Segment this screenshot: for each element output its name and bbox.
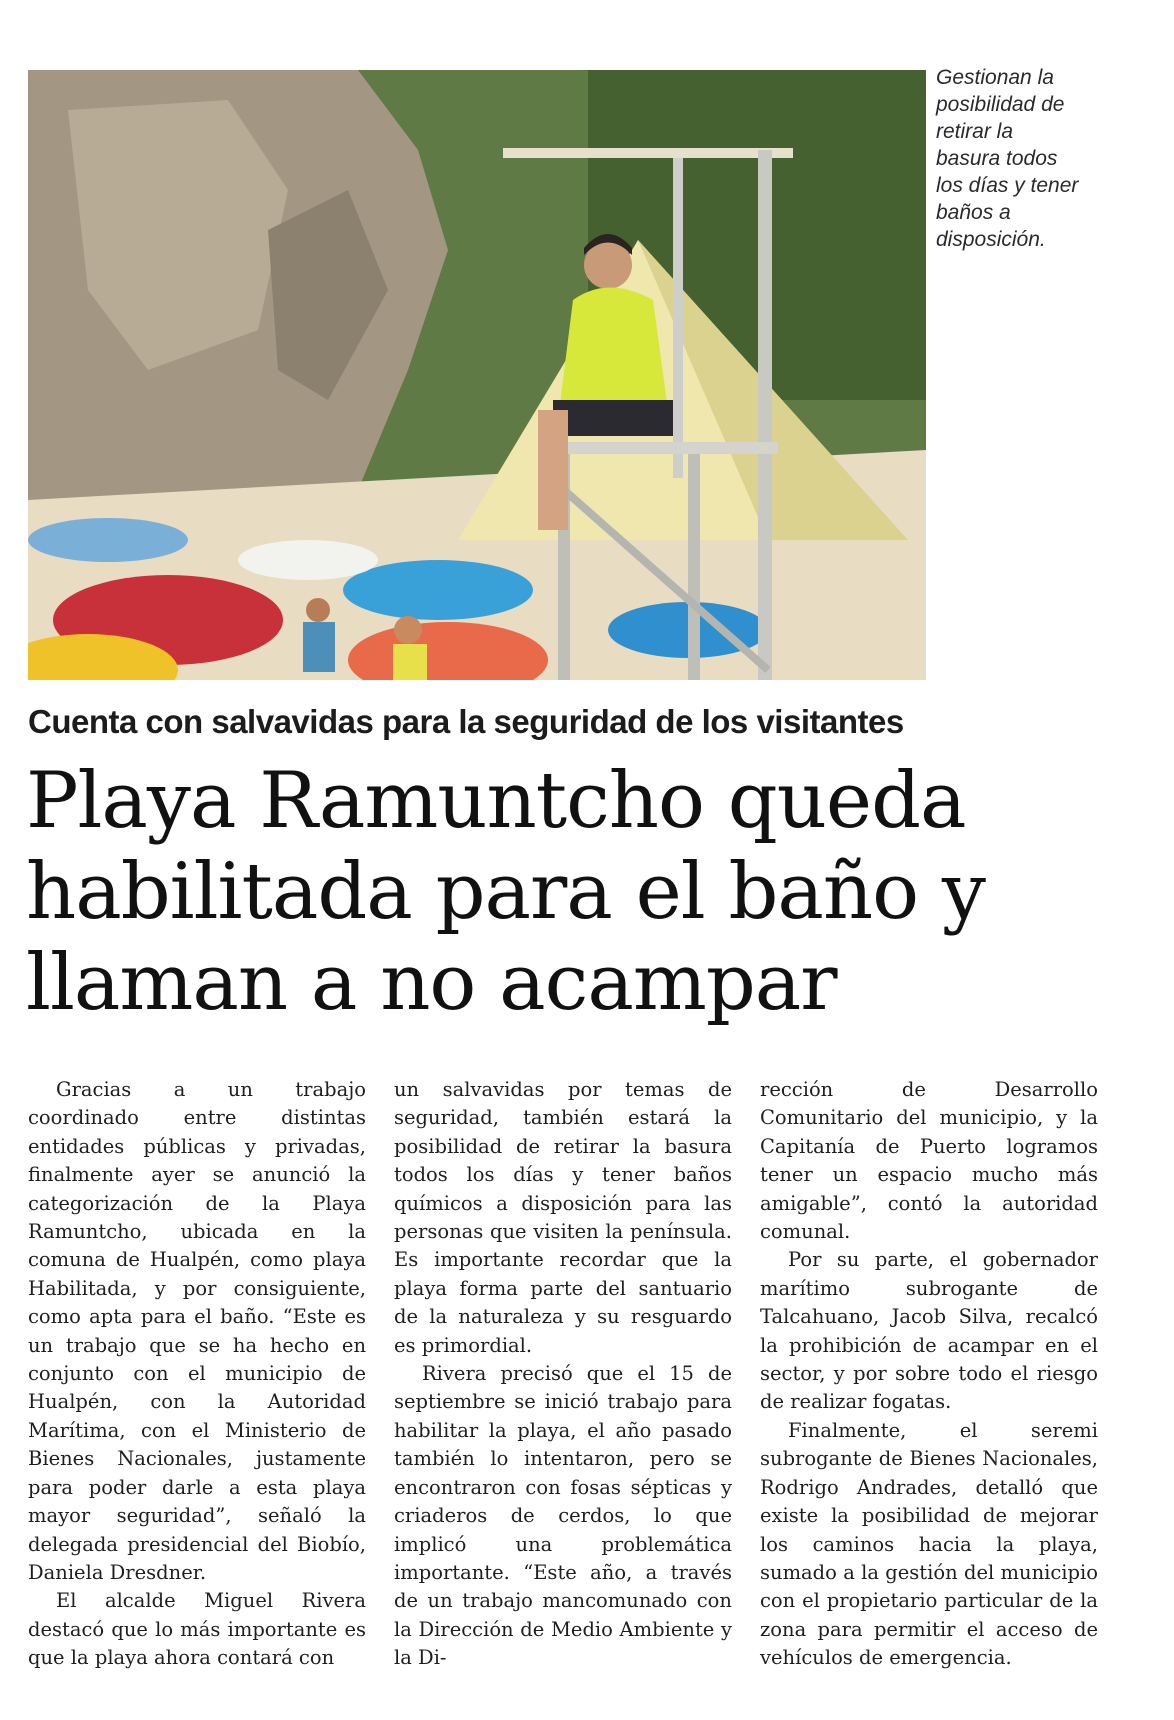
article-column-3 [760,1076,1098,1673]
beach-lifeguard-photo [28,70,926,680]
umbrella-white [238,540,378,580]
beachgoer-body-2 [303,622,335,672]
article-column-1 [28,1076,366,1673]
umbrella-blue [343,560,533,620]
article-body [28,1076,1100,1696]
tower-seat [548,442,778,454]
beachgoer-body [393,644,427,680]
photo-illustration [28,70,926,680]
headline-line-3: llaman a no acampar [26,938,837,1028]
headline [26,756,1046,1029]
kicker-subtitle: Cuenta con salvavidas para la seguridad de los visitantes [28,703,904,740]
lifeguard-leg [538,410,568,530]
beachgoer-head [394,616,422,644]
headline-line-2: habilitada para el baño y [26,847,985,937]
tower-leg-mid [688,450,700,680]
paragraph: Finalmente, el seremi subrogante de Bienes Nacionales, Rodrigo Andrades, detalló que existe la posibilidad de mejorar los caminos hacia la playa, sumado a la gestión del municipio con el propietario particular de la zona para permitir el acceso de vehículos de emergencia. [760,1418,1098,1670]
paragraph: Por su parte, el gobernador marítimo subrogante de Talcahuano, Jacob Silva, recalcó la prohibición de acampar en el sector, y por sobre todo el riesgo de realizar fogatas. [760,1248,1098,1414]
article-column-2 [394,1076,732,1673]
tower-post-back [673,158,683,478]
paragraph: Gracias a un trabajo coordinado entre distintas entidades públicas y privadas, finalmente ayer se anunció la categorización de la Playa Ramuntcho, ubicada en la comuna de Hualpén, como playa Habilitada, y por consiguiente, como apta para el baño. “Este es un trabajo que se ha hecho en conjunto con el municipio de Hualpén, con la Autoridad Marítima, con el Ministerio de Bienes Nacionales, justamente para poder darle a esta playa mayor seguridad”, señaló la delegada presidencial del Biobío, Daniela Dresdner. [28,1078,366,1584]
lifeguard-shorts [553,400,673,436]
photo-caption: Gestionan la posibilidad de retirar la basura todos los días y tener baños a disposición. [936,66,1079,251]
paragraph: un salvavidas por temas de seguridad, también estará la posibilidad de retirar la basura todos los días y tener baños químicos a disposición para las personas que visiten la península. Es importante recordar que la playa forma parte del santuario de la naturaleza y su resguardo es primordial. [394,1078,732,1357]
paragraph: rección de Desarrollo Comunitario del municipio, y la Capitanía de Puerto logramos tener un espacio mucho más amigable”, contó la autoridad comunal. [760,1078,1098,1244]
headline-line-1: Playa Ramuntcho queda [26,756,966,846]
umbrella-light-blue [28,518,188,562]
tower-roof [503,148,793,158]
paragraph: Rivera precisó que el 15 de septiembre se inició trabajo para habilitar la playa, el año pasado también lo intentaron, pero se encontraron con fosas sépticas y criaderos de cerdos, lo que implicó una problemática importante. “Este año, a través de un trabajo mancomunado con la Dirección de Medio Ambiente y la Di- [394,1362,732,1670]
paragraph: El alcalde Miguel Rivera destacó que lo más importante es que la playa ahora contará con [28,1589,366,1670]
tower-post-right [758,150,772,680]
beachgoer-head-2 [306,598,330,622]
